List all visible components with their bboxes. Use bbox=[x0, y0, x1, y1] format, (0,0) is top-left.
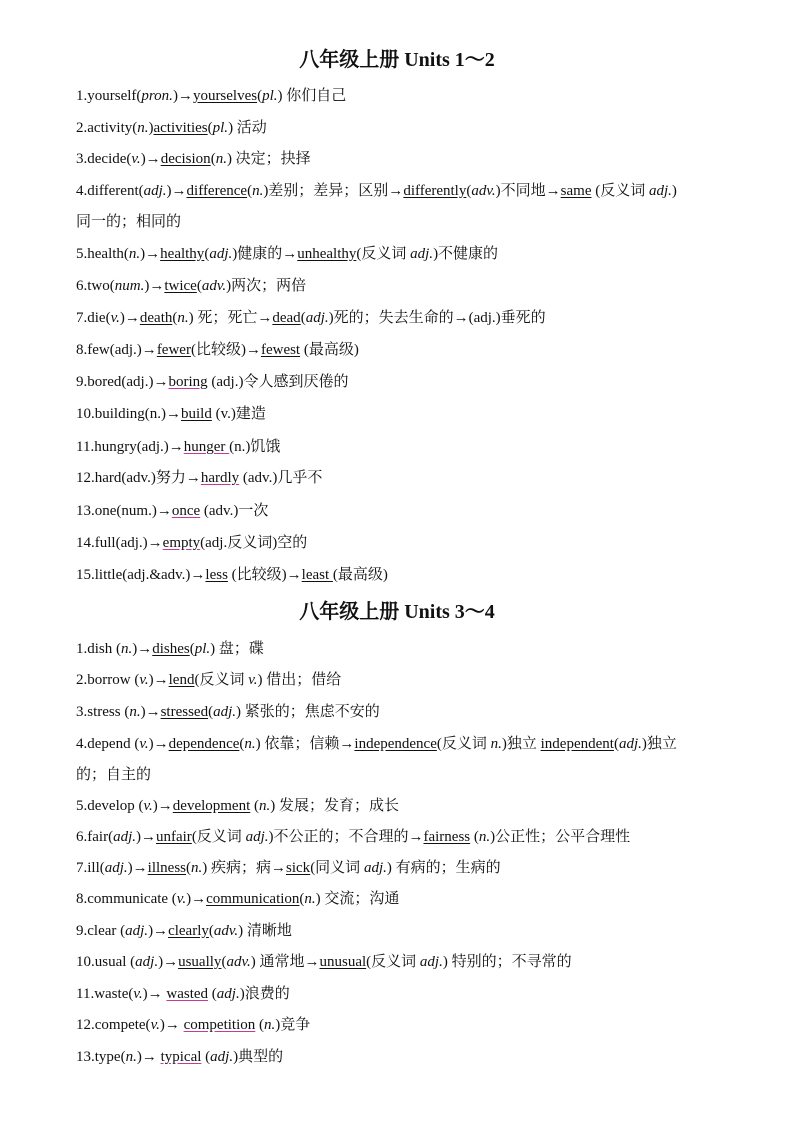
vocab-line bbox=[76, 921, 736, 941]
line-text: 6.two( bbox=[76, 278, 115, 294]
line-text: (比较级)→ bbox=[227, 567, 302, 583]
line-text: 13.one(num.)→ bbox=[76, 503, 172, 519]
line-text: ( bbox=[196, 278, 202, 294]
part-of-speech: adv. bbox=[226, 954, 251, 970]
part-of-speech: adj. bbox=[216, 986, 240, 1002]
line-text: 13.type( bbox=[76, 1049, 126, 1065]
answer-word: lend bbox=[168, 672, 195, 688]
line-text: )→ bbox=[136, 1049, 161, 1065]
vocab-line bbox=[76, 1015, 736, 1035]
part-of-speech: n. bbox=[137, 120, 149, 136]
line-text: )浪费的 bbox=[239, 986, 290, 1002]
answer-word: typical bbox=[160, 1049, 202, 1065]
answer-word: differently bbox=[403, 183, 467, 199]
vocab-line bbox=[76, 244, 736, 264]
part-of-speech: n. bbox=[252, 183, 264, 199]
answer-word: hunger bbox=[183, 439, 230, 455]
line-text: 2.borrow ( bbox=[76, 672, 140, 688]
answer-word: fewer bbox=[156, 342, 191, 358]
line-text: (比较级)→ bbox=[190, 342, 261, 358]
line-text: )→ bbox=[158, 954, 179, 970]
answer-word: unfair bbox=[155, 829, 192, 845]
line-text: )→ bbox=[119, 310, 140, 326]
answer-word: less bbox=[205, 567, 228, 583]
answer-word: fairness bbox=[423, 829, 471, 845]
answer-word: stressed bbox=[160, 704, 209, 720]
vocab-line bbox=[76, 984, 736, 1004]
line-text: )→ bbox=[140, 704, 161, 720]
line-text: ) 借出；借给 bbox=[257, 672, 342, 688]
line-text: ( bbox=[210, 151, 216, 167]
line-text: ( bbox=[466, 183, 472, 199]
line-text: 2.activity( bbox=[76, 120, 138, 136]
vocab-line bbox=[76, 501, 736, 521]
line-text: (n.)饥饿 bbox=[229, 439, 281, 455]
line-text: ( bbox=[172, 310, 178, 326]
line-text: (反义词 bbox=[194, 672, 249, 688]
line-text: )典型的 bbox=[233, 1049, 284, 1065]
answer-word: healthy bbox=[160, 246, 205, 262]
line-text: )→ bbox=[140, 151, 161, 167]
part-of-speech: n. bbox=[121, 641, 133, 657]
part-of-speech: n. bbox=[125, 1049, 137, 1065]
line-text: ( bbox=[300, 310, 306, 326]
line-text: (adv.)一次 bbox=[200, 503, 269, 519]
answer-word: least bbox=[301, 567, 333, 583]
part-of-speech: adj. bbox=[648, 183, 672, 199]
vocab-line bbox=[76, 670, 736, 690]
vocab-line bbox=[76, 765, 736, 785]
part-of-speech: adj. bbox=[305, 310, 329, 326]
line-text: ) 盘；碟 bbox=[210, 641, 264, 657]
vocab-line bbox=[76, 212, 736, 232]
part-of-speech: n. bbox=[215, 151, 227, 167]
line-text: ( bbox=[247, 183, 253, 199]
line-text: ( bbox=[221, 954, 227, 970]
part-of-speech: adj. bbox=[125, 923, 149, 939]
line-text: ) 交流；沟通 bbox=[315, 891, 400, 907]
part-of-speech: n. bbox=[244, 736, 256, 752]
part-of-speech: adj. bbox=[113, 829, 136, 845]
line-text: 3.decide( bbox=[76, 151, 132, 167]
line-text: ) bbox=[671, 183, 677, 199]
line-text: )→ bbox=[159, 1017, 184, 1033]
part-of-speech: n. bbox=[264, 1017, 276, 1033]
part-of-speech: v. bbox=[133, 986, 143, 1002]
line-text: 10.building(n.)→ bbox=[76, 406, 181, 422]
line-text: (反义词 bbox=[591, 183, 649, 199]
vocab-line bbox=[76, 734, 736, 754]
line-text: ( bbox=[255, 1017, 265, 1033]
answer-word: build bbox=[181, 406, 212, 422]
part-of-speech: adj. bbox=[618, 736, 642, 752]
line-text: 15.little(adj.&adv.)→ bbox=[76, 567, 206, 583]
part-of-speech: adj. bbox=[245, 829, 269, 845]
vocab-line bbox=[76, 796, 736, 816]
line-text: 7.ill( bbox=[76, 860, 105, 876]
line-text: ( bbox=[208, 986, 217, 1002]
line-text: )→ bbox=[127, 860, 148, 876]
part-of-speech: n. bbox=[490, 736, 502, 752]
part-of-speech: adj. bbox=[210, 1049, 234, 1065]
answer-word: dishes bbox=[152, 641, 190, 657]
vocab-line bbox=[76, 372, 736, 392]
line-text: ( bbox=[613, 736, 619, 752]
part-of-speech: v. bbox=[150, 1017, 160, 1033]
part-of-speech: n. bbox=[129, 704, 141, 720]
line-text: )→ bbox=[148, 736, 169, 752]
part-of-speech: adj. bbox=[410, 246, 434, 262]
section-title-units-1-2: 八年级上册 Units 1～2 bbox=[299, 49, 495, 71]
part-of-speech: adj. bbox=[143, 183, 167, 199]
answer-word: activities bbox=[153, 120, 208, 136]
part-of-speech: v. bbox=[248, 672, 258, 688]
line-text: 5.health( bbox=[76, 246, 129, 262]
answer-word: boring bbox=[168, 374, 208, 390]
line-text: 11.hungry(adj.)→ bbox=[76, 439, 184, 455]
line-text: )不健康的 bbox=[433, 246, 499, 262]
line-text: )→ bbox=[172, 88, 193, 104]
line-text: (最高级) bbox=[332, 567, 388, 583]
section-title-units-3-4: 八年级上册 Units 3～4 bbox=[299, 601, 495, 623]
part-of-speech: n. bbox=[128, 246, 141, 262]
part-of-speech: n. bbox=[478, 829, 491, 845]
line-text: 11.waste( bbox=[76, 986, 134, 1002]
part-of-speech: adv. bbox=[471, 183, 496, 199]
line-text: (反义词 bbox=[366, 954, 420, 970]
answer-word: fewest bbox=[260, 342, 301, 358]
line-text: )独立 bbox=[501, 736, 541, 752]
line-text: ( bbox=[201, 1049, 211, 1065]
line-text: )→ bbox=[148, 923, 169, 939]
line-text: )→ bbox=[135, 829, 156, 845]
line-text: )→ bbox=[166, 183, 187, 199]
line-text: )健康的→ bbox=[232, 246, 298, 262]
line-text: (反义词 bbox=[356, 246, 411, 262]
answer-word: usually bbox=[178, 954, 222, 970]
answer-word: sick bbox=[286, 860, 311, 876]
line-text: ( bbox=[470, 829, 479, 845]
part-of-speech: n. bbox=[191, 860, 203, 876]
line-text: ) 活动 bbox=[228, 120, 267, 136]
line-text: )公正性；公平合理性 bbox=[490, 829, 631, 845]
line-text: ( bbox=[204, 246, 210, 262]
vocab-line bbox=[76, 565, 736, 585]
part-of-speech: adj. bbox=[213, 704, 236, 720]
answer-word: dependence bbox=[168, 736, 240, 752]
line-text: 4.different( bbox=[76, 183, 144, 199]
line-text: (v.)建造 bbox=[211, 406, 266, 422]
line-text: ) 你们自己 bbox=[277, 88, 347, 104]
line-text: 4.depend ( bbox=[76, 736, 140, 752]
part-of-speech: adj. bbox=[104, 860, 128, 876]
vocab-line bbox=[76, 118, 736, 138]
line-text: ( bbox=[299, 891, 305, 907]
line-text: ) 依靠；信赖→ bbox=[255, 736, 355, 752]
answer-word: wasted bbox=[166, 986, 209, 1002]
answer-word: unusual bbox=[319, 954, 367, 970]
part-of-speech: v. bbox=[139, 672, 149, 688]
line-text: )→ bbox=[152, 798, 173, 814]
line-text: (反义词 bbox=[191, 829, 246, 845]
line-text: 5.develop ( bbox=[76, 798, 144, 814]
part-of-speech: adv. bbox=[201, 278, 227, 294]
line-text: ) 清晰地 bbox=[238, 923, 292, 939]
line-text: ( bbox=[186, 860, 192, 876]
answer-word: once bbox=[171, 503, 201, 519]
part-of-speech: adj. bbox=[363, 860, 387, 876]
answer-word: illness bbox=[147, 860, 187, 876]
vocab-line bbox=[76, 340, 736, 360]
line-text: 1.dish ( bbox=[76, 641, 121, 657]
line-text: 8.few(adj.)→ bbox=[76, 342, 157, 358]
line-text: ) 发展；发育；成长 bbox=[270, 798, 400, 814]
vocab-line bbox=[76, 404, 736, 424]
line-text: ( bbox=[208, 923, 214, 939]
line-text: (adj.)令人感到厌倦的 bbox=[207, 374, 349, 390]
part-of-speech: adj. bbox=[419, 954, 443, 970]
line-text: ( bbox=[250, 798, 260, 814]
line-text: (最高级) bbox=[300, 342, 359, 358]
answer-word: clearly bbox=[168, 923, 209, 939]
line-text: 同一的；相同的 bbox=[76, 214, 182, 230]
line-text: ) 疾病；病→ bbox=[202, 860, 287, 876]
answer-word: decision bbox=[160, 151, 211, 167]
line-text: )→ bbox=[186, 891, 207, 907]
part-of-speech: v. bbox=[139, 736, 149, 752]
line-text: ) 通常地→ bbox=[250, 954, 320, 970]
line-text: )→ bbox=[132, 641, 153, 657]
part-of-speech: v. bbox=[143, 798, 153, 814]
part-of-speech: adj. bbox=[209, 246, 233, 262]
answer-word: dead bbox=[272, 310, 301, 326]
line-text: )两次；两倍 bbox=[226, 278, 307, 294]
line-text: 12.compete( bbox=[76, 1017, 151, 1033]
answer-word: hardly bbox=[200, 470, 240, 486]
line-text: ( bbox=[257, 88, 263, 104]
answer-word: yourselves bbox=[192, 88, 258, 104]
line-text: 的；自主的 bbox=[76, 767, 152, 783]
part-of-speech: pl. bbox=[212, 120, 229, 136]
part-of-speech: v. bbox=[176, 891, 187, 907]
part-of-speech: pl. bbox=[262, 88, 278, 104]
answer-word: twice bbox=[164, 278, 197, 294]
line-text: 12.hard(adv.)努力→ bbox=[76, 470, 201, 486]
line-text: ) bbox=[148, 120, 154, 136]
part-of-speech: n. bbox=[304, 891, 316, 907]
line-text: 9.clear ( bbox=[76, 923, 126, 939]
answer-word: competition bbox=[183, 1017, 256, 1033]
line-text: ) 紧张的；焦虑不安的 bbox=[236, 704, 380, 720]
line-text: (adj.反义词)空的 bbox=[200, 535, 308, 551]
part-of-speech: adv. bbox=[213, 923, 239, 939]
line-text: )→ bbox=[148, 672, 169, 688]
vocab-line bbox=[76, 181, 736, 201]
part-of-speech: n. bbox=[259, 798, 271, 814]
line-text: )→ bbox=[144, 278, 165, 294]
answer-word: development bbox=[172, 798, 251, 814]
part-of-speech: pron. bbox=[141, 88, 173, 104]
line-text: ) 死；死亡→ bbox=[188, 310, 273, 326]
part-of-speech: v. bbox=[110, 310, 120, 326]
answer-word: empty bbox=[162, 535, 201, 551]
line-text: )竞争 bbox=[275, 1017, 311, 1033]
vocab-line bbox=[76, 437, 736, 457]
line-text: (adv.)几乎不 bbox=[239, 470, 323, 486]
line-text: )不同地→ bbox=[495, 183, 561, 199]
vocab-line bbox=[76, 1047, 736, 1067]
part-of-speech: n. bbox=[177, 310, 189, 326]
vocab-line bbox=[76, 889, 736, 909]
line-text: )不公正的；不合理的→ bbox=[268, 829, 424, 845]
line-text: 1.yourself( bbox=[76, 88, 142, 104]
vocab-line bbox=[76, 468, 736, 488]
answer-word: death bbox=[139, 310, 173, 326]
line-text: )死的；失去生命的→(adj.)垂死的 bbox=[328, 310, 546, 326]
vocab-line bbox=[76, 639, 736, 659]
answer-word: independent bbox=[540, 736, 614, 752]
part-of-speech: num. bbox=[114, 278, 145, 294]
part-of-speech: adj. bbox=[135, 954, 159, 970]
part-of-speech: pl. bbox=[194, 641, 211, 657]
vocab-line bbox=[76, 702, 736, 722]
vocab-line bbox=[76, 149, 736, 169]
answer-word: unhealthy bbox=[297, 246, 357, 262]
line-text: ( bbox=[208, 704, 214, 720]
answer-word: independence bbox=[354, 736, 437, 752]
line-text: ) 特别的；不寻常的 bbox=[442, 954, 572, 970]
line-text: 3.stress ( bbox=[76, 704, 130, 720]
line-text: )独立 bbox=[641, 736, 677, 752]
line-text: 6.fair( bbox=[76, 829, 114, 845]
vocab-line bbox=[76, 952, 736, 972]
line-text: )→ bbox=[142, 986, 167, 1002]
part-of-speech: v. bbox=[131, 151, 141, 167]
line-text: 9.bored(adj.)→ bbox=[76, 374, 169, 390]
answer-word: difference bbox=[186, 183, 248, 199]
line-text: 8.communicate ( bbox=[76, 891, 177, 907]
vocab-line bbox=[76, 276, 736, 296]
line-text: 14.full(adj.)→ bbox=[76, 535, 163, 551]
vocab-line bbox=[76, 308, 736, 328]
answer-word: same bbox=[560, 183, 592, 199]
line-text: )→ bbox=[140, 246, 161, 262]
line-text: 7.die( bbox=[76, 310, 111, 326]
line-text: ) 决定；抉择 bbox=[226, 151, 311, 167]
vocab-line bbox=[76, 533, 736, 553]
answer-word: communication bbox=[206, 891, 300, 907]
line-text: )差别；差异；区别→ bbox=[263, 183, 404, 199]
line-text: ( bbox=[239, 736, 245, 752]
vocab-line bbox=[76, 827, 736, 847]
line-text: (反义词 bbox=[436, 736, 491, 752]
line-text: 10.usual ( bbox=[76, 954, 136, 970]
vocab-line bbox=[76, 86, 736, 106]
line-text: ( bbox=[207, 120, 213, 136]
line-text: ( bbox=[189, 641, 195, 657]
line-text: (同义词 bbox=[310, 860, 364, 876]
vocab-line bbox=[76, 858, 736, 878]
line-text: ) 有病的；生病的 bbox=[386, 860, 501, 876]
